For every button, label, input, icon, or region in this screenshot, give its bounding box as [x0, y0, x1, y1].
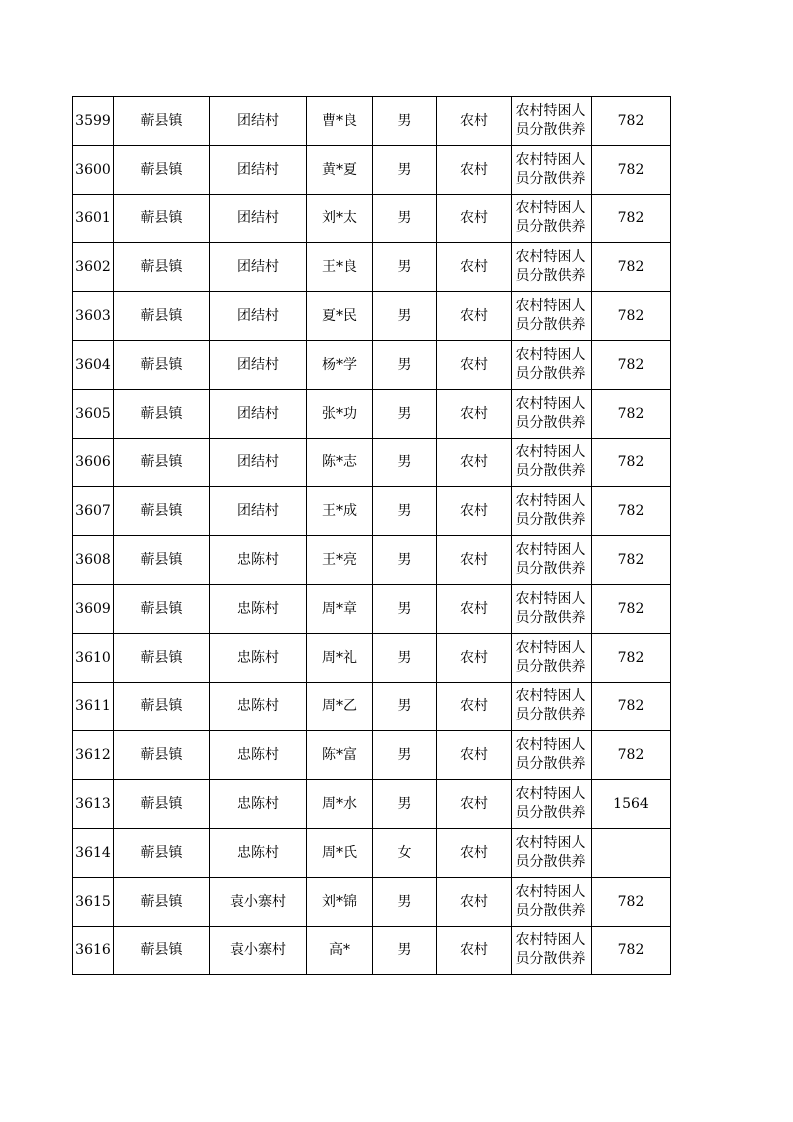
- gender-cell: 男: [373, 292, 437, 341]
- support-category-cell: [512, 243, 592, 292]
- support-category-text: 农村特困人员分散供养: [515, 493, 586, 529]
- village-cell: 团结村: [210, 292, 307, 341]
- support-category-text: 农村特困人员分散供养: [515, 444, 586, 480]
- row-number-cell: 3601: [73, 194, 114, 243]
- table-row: [73, 780, 671, 829]
- support-category-cell: [512, 389, 592, 438]
- amount-cell: 782: [592, 877, 671, 926]
- area-type-cell: 农村: [437, 536, 512, 585]
- village-cell: 团结村: [210, 487, 307, 536]
- row-number-cell: 3609: [73, 584, 114, 633]
- support-category-text: 农村特困人员分散供养: [515, 542, 586, 578]
- table-row: [73, 828, 671, 877]
- area-type-cell: 农村: [437, 194, 512, 243]
- table-row: [73, 438, 671, 487]
- village-cell: 团结村: [210, 145, 307, 194]
- town-cell: 蕲县镇: [114, 828, 210, 877]
- town-cell: 蕲县镇: [114, 389, 210, 438]
- recipient-name-cell: 王*成: [307, 487, 373, 536]
- relief-recipient-table: [72, 96, 671, 975]
- recipient-name-cell: 王*亮: [307, 536, 373, 585]
- support-category-cell: [512, 340, 592, 389]
- amount-cell: 782: [592, 536, 671, 585]
- support-category-text: 农村特困人员分散供养: [515, 834, 586, 870]
- amount-cell: 782: [592, 926, 671, 975]
- support-category-text: 农村特困人员分散供养: [515, 639, 586, 675]
- gender-cell: 男: [373, 780, 437, 829]
- town-cell: 蕲县镇: [114, 731, 210, 780]
- row-number-cell: 3615: [73, 877, 114, 926]
- table-row: [73, 584, 671, 633]
- town-cell: 蕲县镇: [114, 438, 210, 487]
- amount-cell: 1564: [592, 780, 671, 829]
- village-cell: 袁小寨村: [210, 877, 307, 926]
- area-type-cell: 农村: [437, 292, 512, 341]
- gender-cell: 男: [373, 340, 437, 389]
- row-number-cell: 3613: [73, 780, 114, 829]
- row-number-cell: 3612: [73, 731, 114, 780]
- amount-cell: 782: [592, 97, 671, 146]
- area-type-cell: 农村: [437, 877, 512, 926]
- amount-cell: 782: [592, 682, 671, 731]
- gender-cell: 女: [373, 828, 437, 877]
- area-type-cell: 农村: [437, 584, 512, 633]
- support-category-text: 农村特困人员分散供养: [515, 932, 586, 968]
- gender-cell: 男: [373, 194, 437, 243]
- table-row: [73, 194, 671, 243]
- gender-cell: 男: [373, 926, 437, 975]
- gender-cell: 男: [373, 487, 437, 536]
- recipient-name-cell: 周*章: [307, 584, 373, 633]
- support-category-cell: [512, 438, 592, 487]
- table-row: [73, 536, 671, 585]
- town-cell: 蕲县镇: [114, 877, 210, 926]
- table-row: [73, 487, 671, 536]
- row-number-cell: 3611: [73, 682, 114, 731]
- amount-cell: 782: [592, 584, 671, 633]
- row-number-cell: 3610: [73, 633, 114, 682]
- support-category-cell: [512, 487, 592, 536]
- recipient-name-cell: 刘*太: [307, 194, 373, 243]
- recipient-name-cell: 刘*锦: [307, 877, 373, 926]
- recipient-name-cell: 周*乙: [307, 682, 373, 731]
- support-category-cell: [512, 584, 592, 633]
- town-cell: 蕲县镇: [114, 145, 210, 194]
- amount-cell: 782: [592, 633, 671, 682]
- row-number-cell: 3599: [73, 97, 114, 146]
- recipient-name-cell: 黄*夏: [307, 145, 373, 194]
- amount-cell: 782: [592, 243, 671, 292]
- area-type-cell: 农村: [437, 780, 512, 829]
- row-number-cell: 3602: [73, 243, 114, 292]
- table-row: [73, 389, 671, 438]
- area-type-cell: 农村: [437, 145, 512, 194]
- recipient-name-cell: 曹*良: [307, 97, 373, 146]
- amount-cell: [592, 828, 671, 877]
- area-type-cell: 农村: [437, 487, 512, 536]
- village-cell: 团结村: [210, 340, 307, 389]
- village-cell: 团结村: [210, 438, 307, 487]
- table-row: [73, 340, 671, 389]
- gender-cell: 男: [373, 97, 437, 146]
- support-category-text: 农村特困人员分散供养: [515, 102, 586, 138]
- recipient-name-cell: 周*礼: [307, 633, 373, 682]
- support-category-text: 农村特困人员分散供养: [515, 883, 586, 919]
- amount-cell: 782: [592, 292, 671, 341]
- town-cell: 蕲县镇: [114, 682, 210, 731]
- amount-cell: 782: [592, 438, 671, 487]
- support-category-cell: [512, 633, 592, 682]
- area-type-cell: 农村: [437, 828, 512, 877]
- support-category-text: 农村特困人员分散供养: [515, 200, 586, 236]
- recipient-name-cell: 杨*学: [307, 340, 373, 389]
- support-category-text: 农村特困人员分散供养: [515, 688, 586, 724]
- amount-cell: 782: [592, 731, 671, 780]
- town-cell: 蕲县镇: [114, 780, 210, 829]
- area-type-cell: 农村: [437, 438, 512, 487]
- area-type-cell: 农村: [437, 389, 512, 438]
- town-cell: 蕲县镇: [114, 292, 210, 341]
- town-cell: 蕲县镇: [114, 487, 210, 536]
- gender-cell: 男: [373, 877, 437, 926]
- support-category-cell: [512, 194, 592, 243]
- support-category-text: 农村特困人员分散供养: [515, 249, 586, 285]
- town-cell: 蕲县镇: [114, 97, 210, 146]
- area-type-cell: 农村: [437, 633, 512, 682]
- amount-cell: 782: [592, 487, 671, 536]
- table-row: [73, 682, 671, 731]
- amount-cell: 782: [592, 145, 671, 194]
- table-row: [73, 926, 671, 975]
- support-category-cell: [512, 926, 592, 975]
- support-category-cell: [512, 682, 592, 731]
- village-cell: 袁小寨村: [210, 926, 307, 975]
- town-cell: 蕲县镇: [114, 584, 210, 633]
- amount-cell: 782: [592, 194, 671, 243]
- amount-cell: 782: [592, 340, 671, 389]
- recipient-name-cell: 周*水: [307, 780, 373, 829]
- town-cell: 蕲县镇: [114, 633, 210, 682]
- support-category-cell: [512, 536, 592, 585]
- village-cell: 忠陈村: [210, 633, 307, 682]
- area-type-cell: 农村: [437, 243, 512, 292]
- row-number-cell: 3614: [73, 828, 114, 877]
- table-row: [73, 145, 671, 194]
- support-category-text: 农村特困人员分散供养: [515, 151, 586, 187]
- row-number-cell: 3600: [73, 145, 114, 194]
- village-cell: 忠陈村: [210, 536, 307, 585]
- town-cell: 蕲县镇: [114, 243, 210, 292]
- gender-cell: 男: [373, 731, 437, 780]
- area-type-cell: 农村: [437, 340, 512, 389]
- row-number-cell: 3607: [73, 487, 114, 536]
- area-type-cell: 农村: [437, 731, 512, 780]
- row-number-cell: 3616: [73, 926, 114, 975]
- area-type-cell: 农村: [437, 97, 512, 146]
- recipient-name-cell: 陈*志: [307, 438, 373, 487]
- table-row: [73, 731, 671, 780]
- support-category-cell: [512, 97, 592, 146]
- support-category-cell: [512, 780, 592, 829]
- support-category-text: 农村特困人员分散供养: [515, 590, 586, 626]
- gender-cell: 男: [373, 145, 437, 194]
- area-type-cell: 农村: [437, 926, 512, 975]
- support-category-text: 农村特困人员分散供养: [515, 737, 586, 773]
- village-cell: 团结村: [210, 194, 307, 243]
- gender-cell: 男: [373, 682, 437, 731]
- support-category-cell: [512, 828, 592, 877]
- support-category-cell: [512, 731, 592, 780]
- recipient-name-cell: 周*氏: [307, 828, 373, 877]
- recipient-name-cell: 陈*富: [307, 731, 373, 780]
- recipient-name-cell: 王*良: [307, 243, 373, 292]
- village-cell: 忠陈村: [210, 682, 307, 731]
- row-number-cell: 3605: [73, 389, 114, 438]
- gender-cell: 男: [373, 438, 437, 487]
- town-cell: 蕲县镇: [114, 194, 210, 243]
- row-number-cell: 3603: [73, 292, 114, 341]
- recipient-name-cell: 高*: [307, 926, 373, 975]
- amount-cell: 782: [592, 389, 671, 438]
- town-cell: 蕲县镇: [114, 536, 210, 585]
- support-category-text: 农村特困人员分散供养: [515, 298, 586, 334]
- table-row: [73, 633, 671, 682]
- table-row: [73, 877, 671, 926]
- recipient-name-cell: 张*功: [307, 389, 373, 438]
- recipient-name-cell: 夏*民: [307, 292, 373, 341]
- village-cell: 忠陈村: [210, 731, 307, 780]
- village-cell: 团结村: [210, 389, 307, 438]
- gender-cell: 男: [373, 389, 437, 438]
- area-type-cell: 农村: [437, 682, 512, 731]
- support-category-cell: [512, 145, 592, 194]
- gender-cell: 男: [373, 536, 437, 585]
- village-cell: 忠陈村: [210, 584, 307, 633]
- table-body: [73, 97, 671, 975]
- support-category-text: 农村特困人员分散供养: [515, 346, 586, 382]
- table-row: [73, 97, 671, 146]
- table-row: [73, 292, 671, 341]
- support-category-text: 农村特困人员分散供养: [515, 786, 586, 822]
- support-category-cell: [512, 292, 592, 341]
- town-cell: 蕲县镇: [114, 926, 210, 975]
- table-row: [73, 243, 671, 292]
- village-cell: 团结村: [210, 243, 307, 292]
- support-category-cell: [512, 877, 592, 926]
- gender-cell: 男: [373, 243, 437, 292]
- row-number-cell: 3608: [73, 536, 114, 585]
- gender-cell: 男: [373, 633, 437, 682]
- gender-cell: 男: [373, 584, 437, 633]
- village-cell: 忠陈村: [210, 828, 307, 877]
- row-number-cell: 3606: [73, 438, 114, 487]
- row-number-cell: 3604: [73, 340, 114, 389]
- village-cell: 忠陈村: [210, 780, 307, 829]
- support-category-text: 农村特困人员分散供养: [515, 395, 586, 431]
- village-cell: 团结村: [210, 97, 307, 146]
- town-cell: 蕲县镇: [114, 340, 210, 389]
